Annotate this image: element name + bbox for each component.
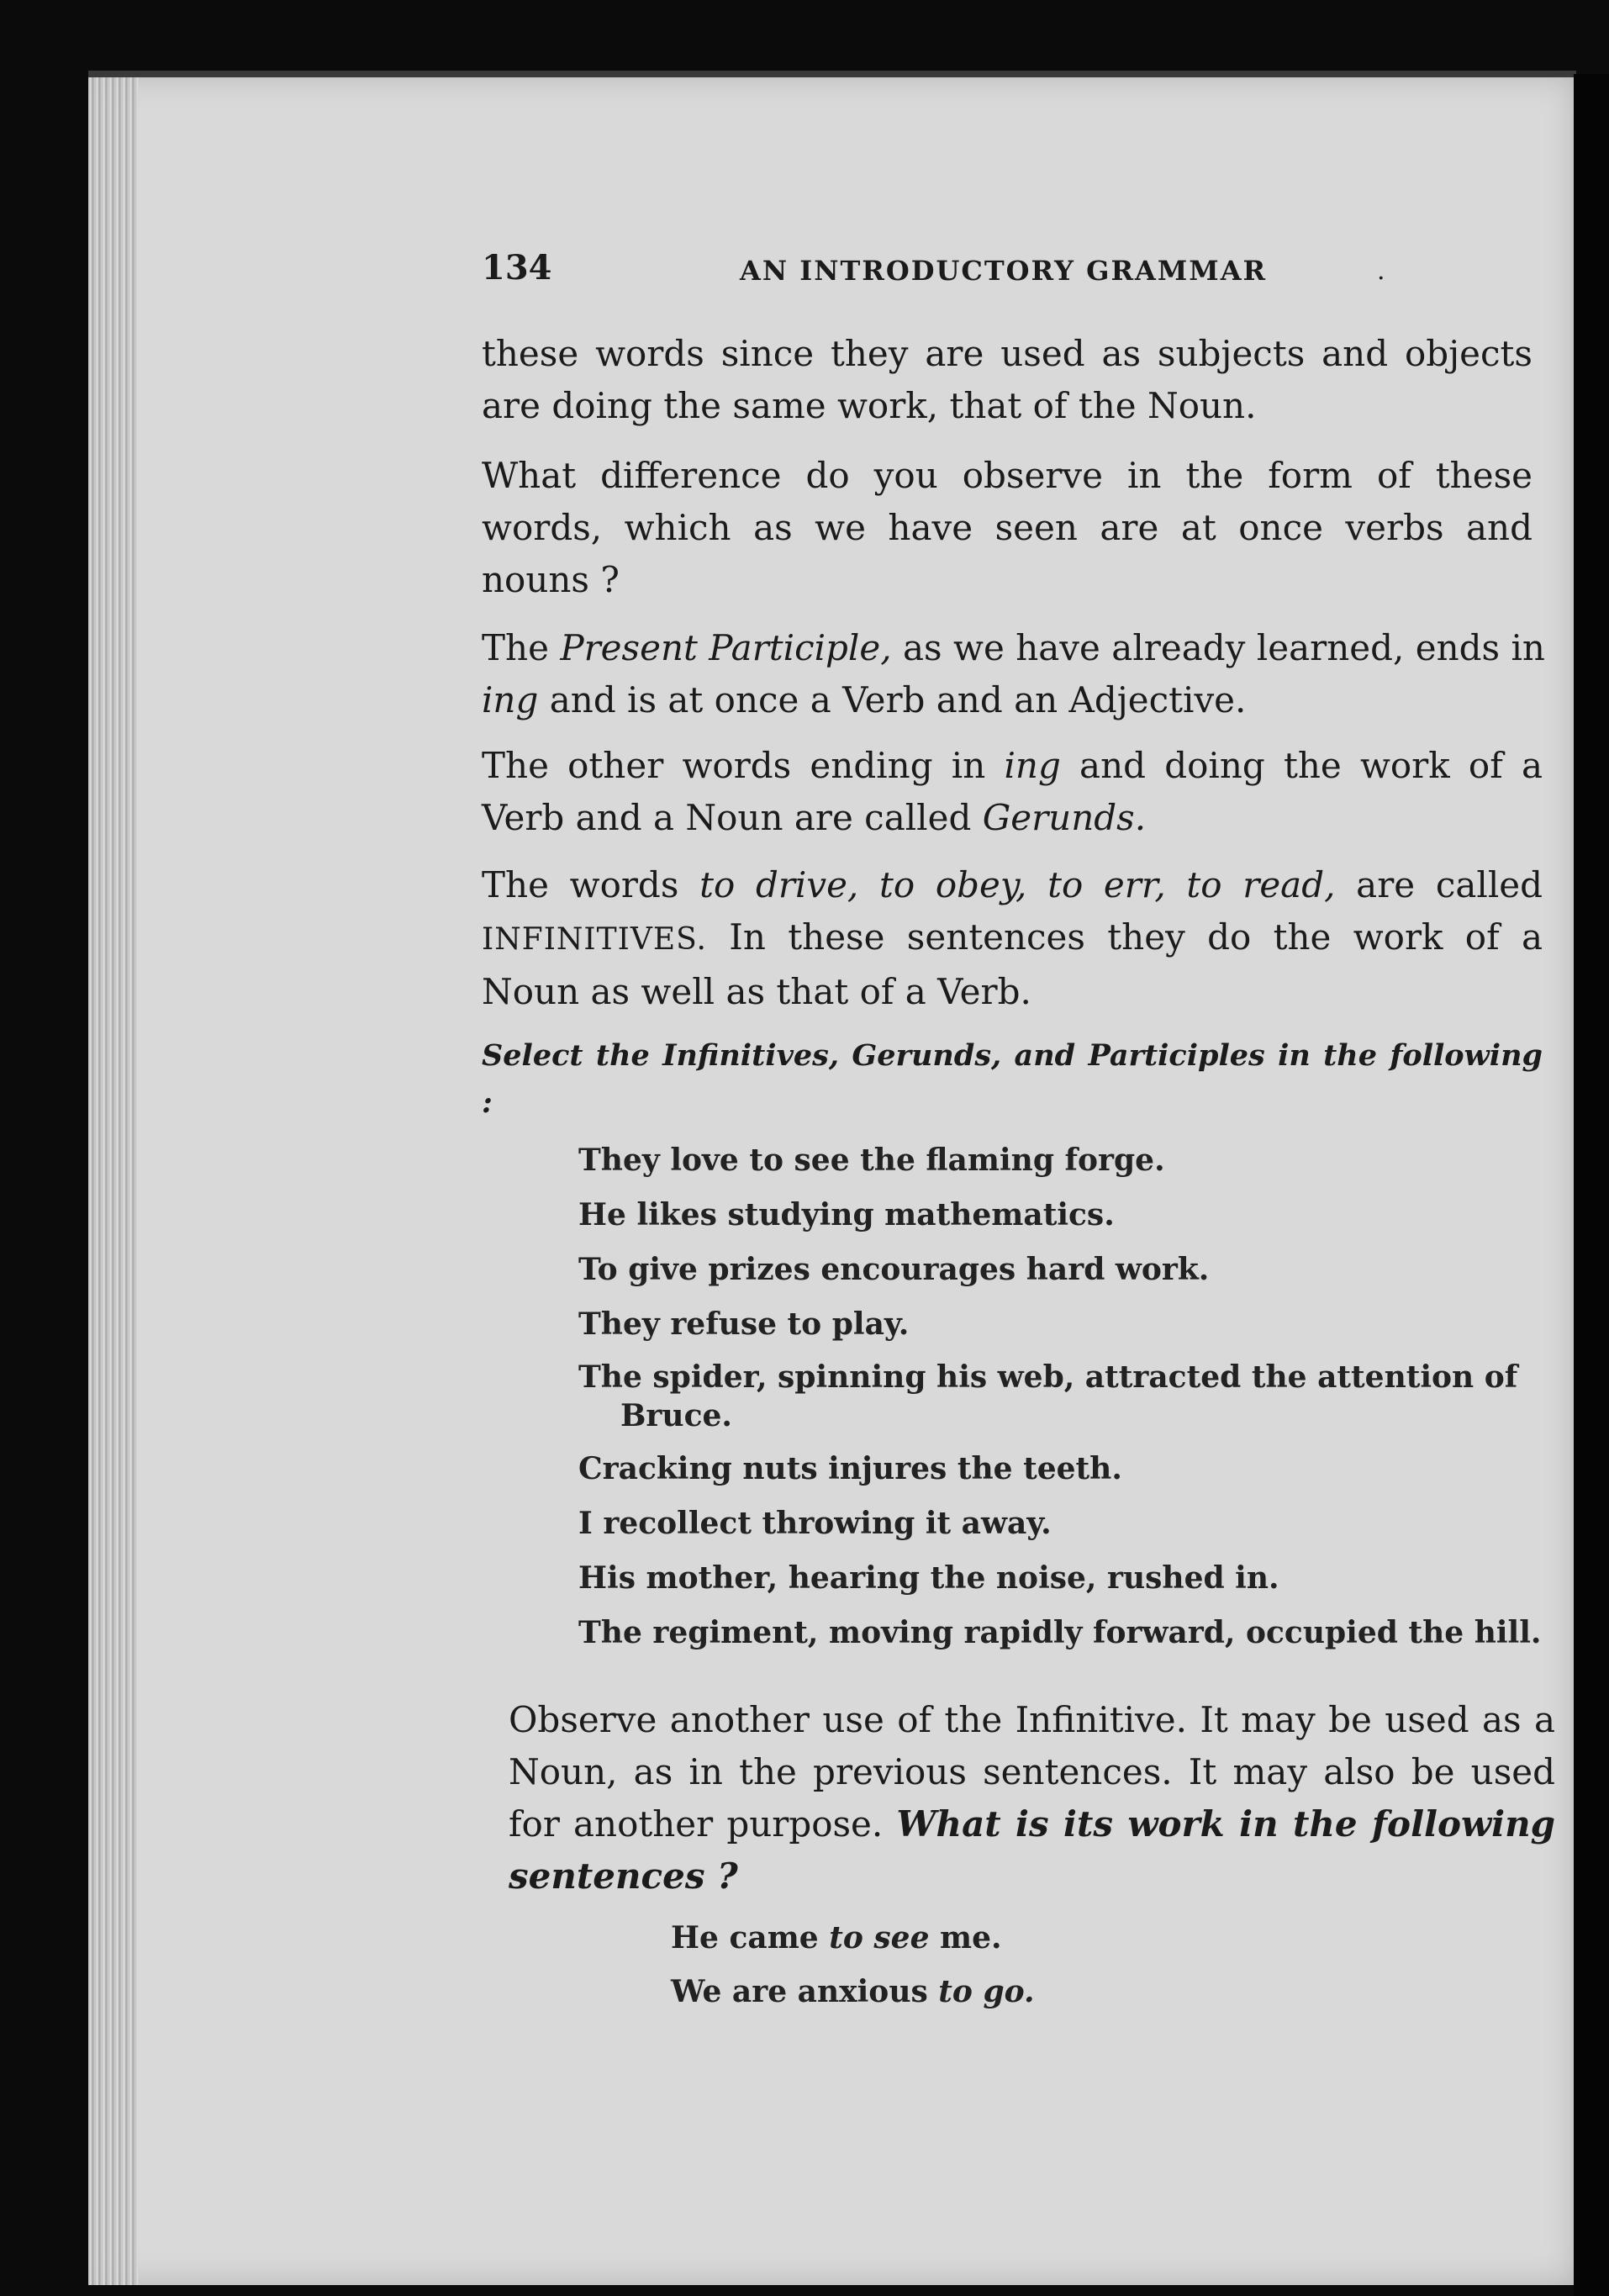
paragraph-5	[482, 859, 1543, 1018]
paragraph-4	[482, 740, 1543, 844]
running-header	[482, 248, 1440, 298]
paragraph-6	[509, 1694, 1555, 1903]
exercise-item-text: He likes studying mathematics.	[578, 1197, 1115, 1232]
paragraph-4-emphasis: ing	[1004, 745, 1061, 786]
paragraph-3	[482, 622, 1545, 726]
exercise-item	[578, 1612, 1554, 1654]
paragraph-3-text-b: as we have already learned, ends in	[891, 627, 1545, 668]
exercise-item-text: They refuse to play.	[578, 1306, 910, 1342]
running-title: AN INTRODUCTORY GRAMMAR	[740, 255, 1268, 287]
exercise-item-text: The regiment, moving rapidly forward, occupied the hill.	[578, 1615, 1542, 1650]
paragraph-4-text-b: and doing the work of a Verb and a Noun are called	[482, 745, 1543, 838]
paragraph-2	[482, 450, 1533, 606]
infinitive-example-item	[671, 1971, 1035, 2013]
paragraph-5-text-c: In these sentences they do the work of a Noun as well as that of a Verb.	[482, 916, 1543, 1012]
exercise-item-text: His mother, hearing the noise, rushed in.	[578, 1560, 1279, 1596]
page-right-edge	[1574, 74, 1609, 2296]
paragraph-5-text-a: The words	[482, 864, 700, 905]
exercise-instruction: Select the Infinitives, Gerunds, and Participles in the following :	[482, 1038, 1543, 1120]
exercise-item	[578, 1358, 1554, 1435]
exercise-item	[578, 1502, 1554, 1544]
exercise-item	[578, 1194, 1554, 1236]
exercise-item-text: The spider, spinning his web, attracted the attention of	[578, 1359, 1518, 1395]
exercise-item	[578, 1139, 1554, 1181]
exercise-item	[578, 1448, 1554, 1490]
exercise-list	[578, 1139, 1554, 1666]
paragraph-3-text-a: The	[482, 627, 561, 668]
paragraph-5-text-b: are called	[1335, 864, 1543, 905]
exercise-item-text: To give prizes encourages hard work.	[578, 1252, 1210, 1287]
infinitive-example-item	[671, 1917, 1035, 1959]
paragraph-3-emphasis-2: ing	[482, 679, 539, 720]
paragraph-6-text: Observe another use of the Infinitive. It may be used as a Noun, as in the previous sentences. It may also be used for another purpose.	[509, 1699, 1555, 1845]
paragraph-1-text: these words since they are used as subjects and objects are doing the same work, that of the Noun.	[482, 333, 1533, 426]
paragraph-4-emphasis-2: Gerunds.	[982, 797, 1147, 838]
paragraph-4-text-a: The other words ending in	[482, 745, 1005, 786]
paragraph-1	[482, 328, 1533, 432]
page-binding-edge	[88, 74, 139, 2285]
paragraph-5-emphasis: to drive, to obey, to err, to read,	[699, 864, 1336, 905]
infinitive-example-text-a: We are anxious	[671, 1974, 939, 2009]
exercise-item	[578, 1248, 1554, 1291]
infinitive-example-emphasis: to see	[829, 1920, 930, 1956]
page-top-edge	[88, 71, 1576, 77]
exercise-item	[578, 1303, 1554, 1345]
paragraph-3-text-c: and is at once a Verb and an Adjective.	[538, 679, 1247, 720]
paragraph-2-text: What difference do you observe in the form of these words, which as we have seen are at once verbs and nouns ?	[482, 455, 1533, 600]
infinitive-example-list	[671, 1917, 1035, 2024]
paragraph-6-emphasis: What is its work in the following sentences ?	[509, 1803, 1556, 1897]
infinitive-example-text-a: He came	[671, 1920, 830, 1956]
paragraph-5-smallcaps: INFINITIVES.	[482, 922, 707, 957]
header-dot: .	[1377, 256, 1385, 286]
exercise-item-continuation: Bruce.	[620, 1398, 732, 1433]
exercise-item-text: Cracking nuts injures the teeth.	[578, 1451, 1122, 1486]
exercise-item-text: I recollect throwing it away.	[578, 1506, 1052, 1541]
infinitive-example-emphasis: to go.	[938, 1974, 1035, 2009]
exercise-item-text: They love to see the flaming forge.	[578, 1143, 1165, 1178]
page-number: 134	[482, 248, 552, 288]
paragraph-3-emphasis: Present Participle,	[560, 627, 892, 668]
exercise-item	[578, 1557, 1554, 1599]
infinitive-example-text-b: me.	[929, 1920, 1002, 1956]
